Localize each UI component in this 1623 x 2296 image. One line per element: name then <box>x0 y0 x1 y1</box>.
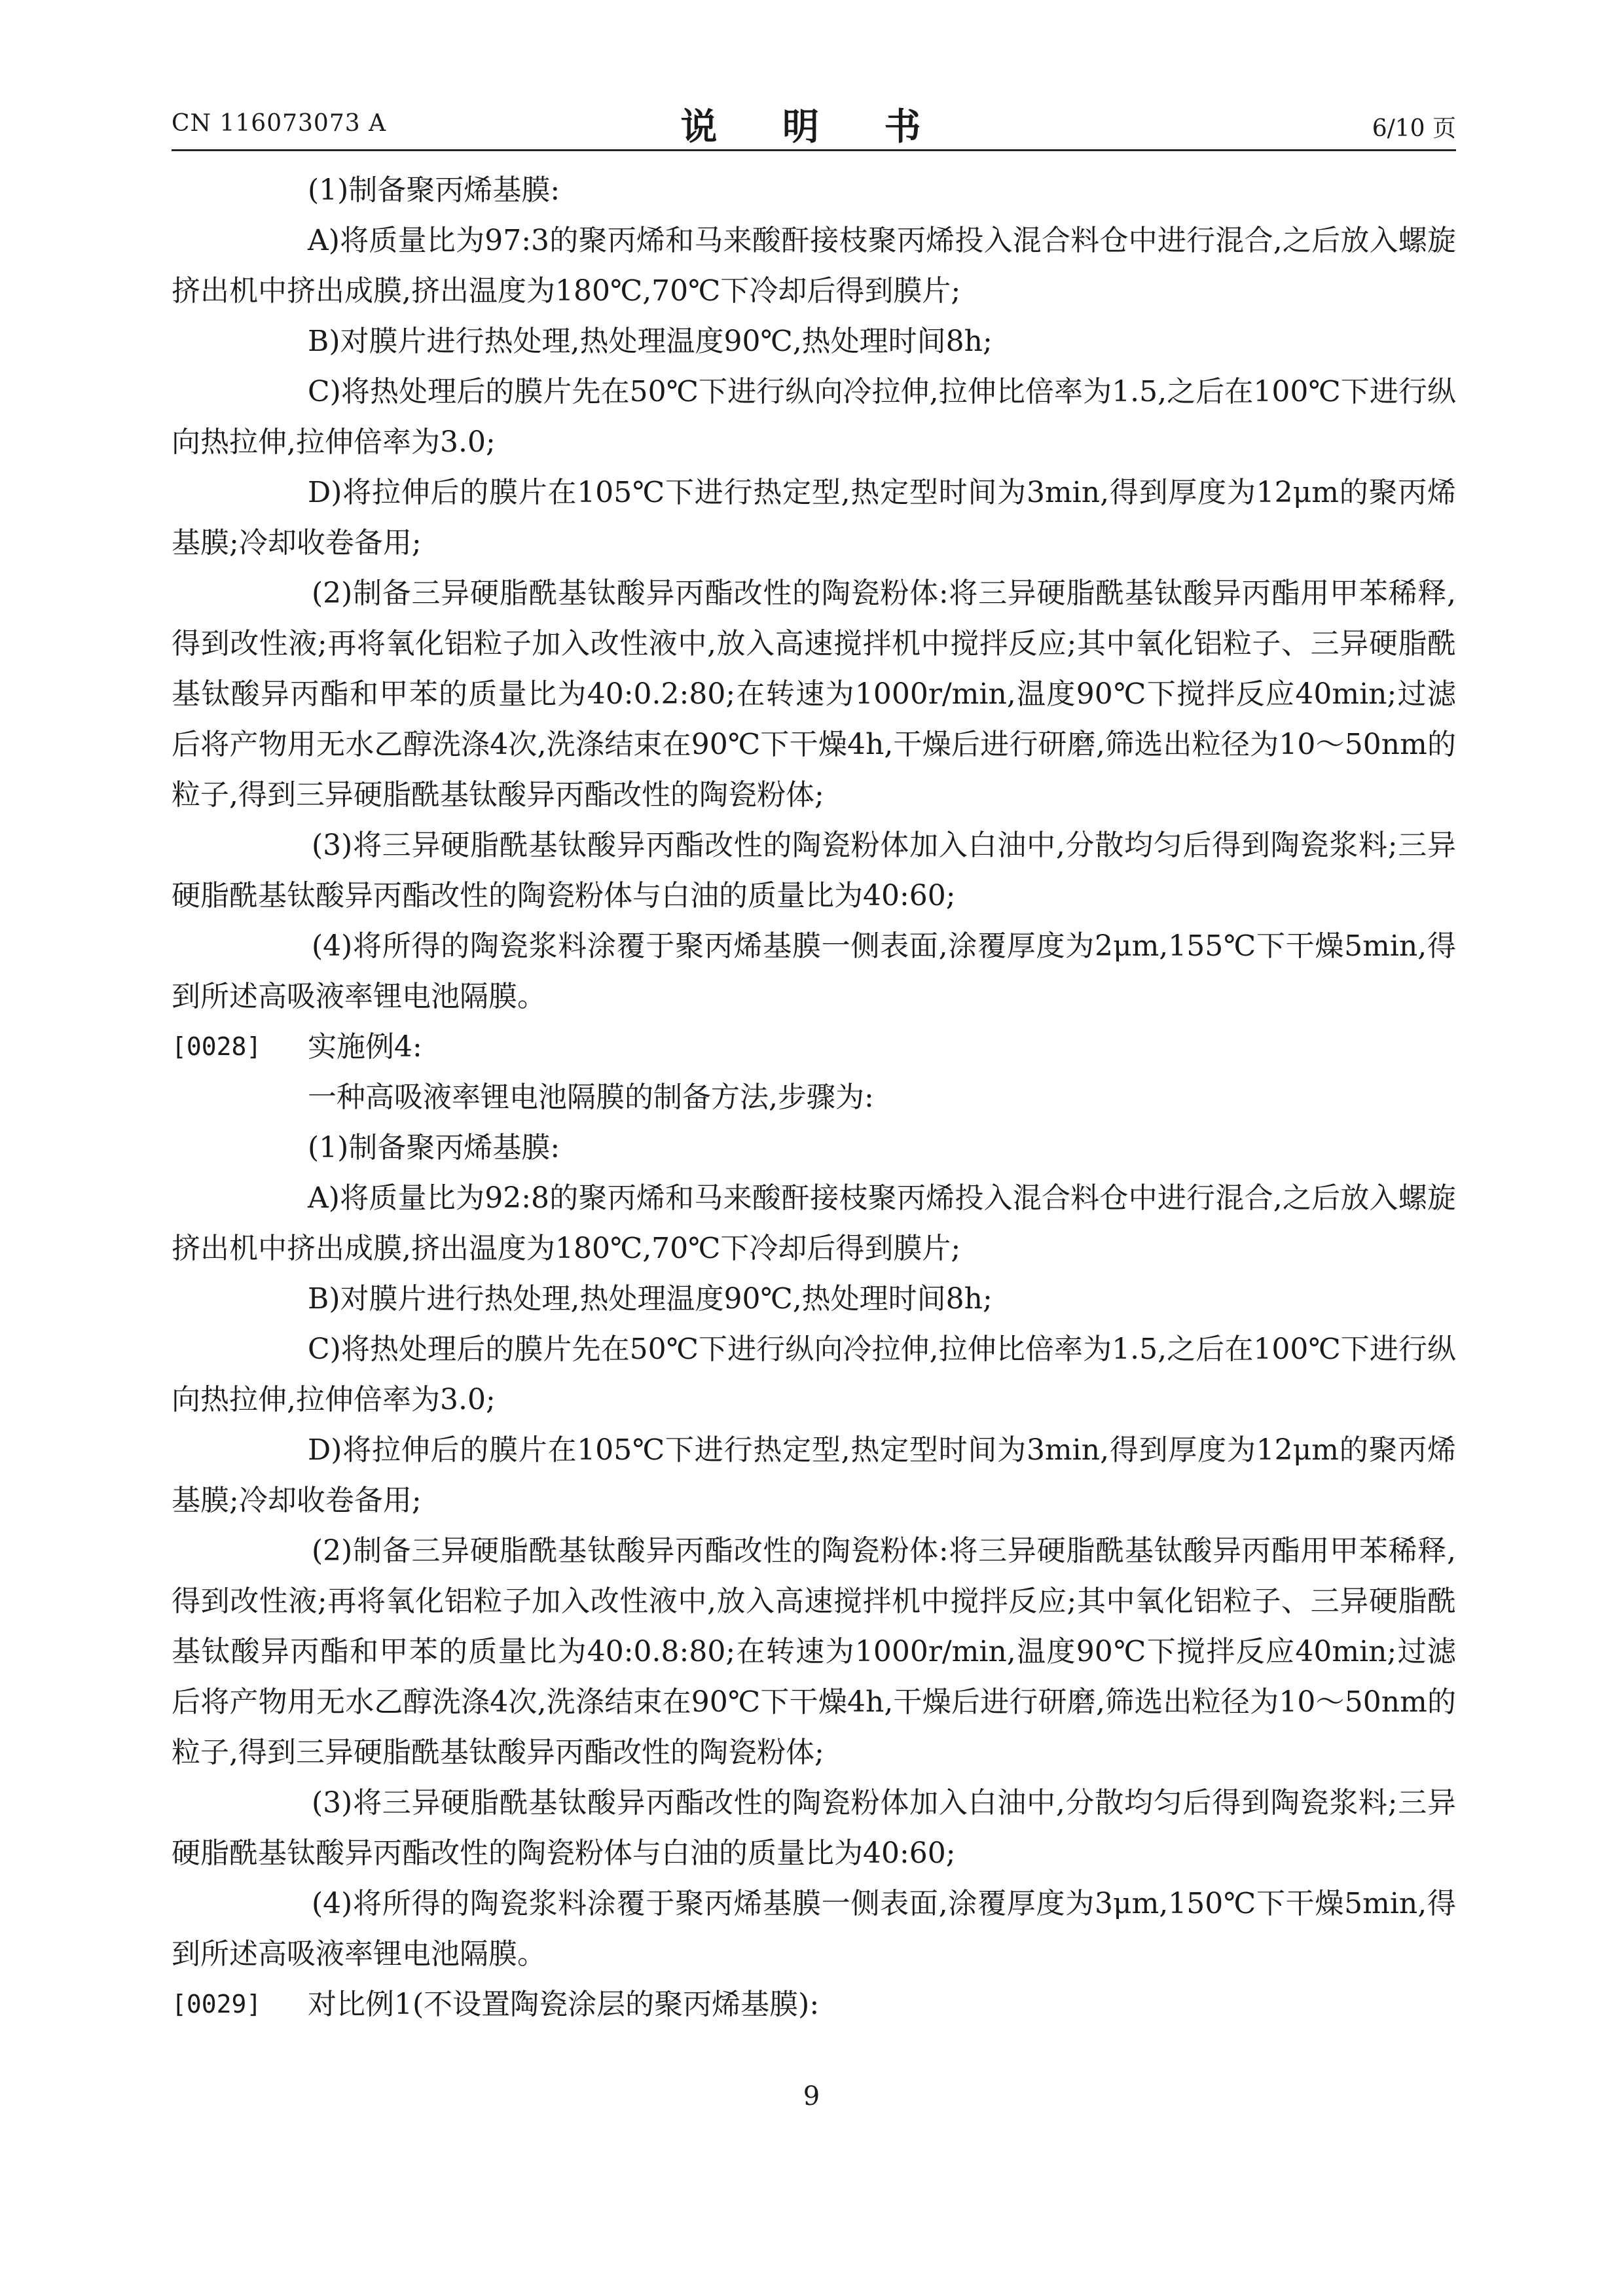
step-paragraph: A)将质量比为92:8的聚丙烯和马来酸酐接枝聚丙烯投入混合料仓中进行混合,之后放入螺旋挤出机中挤出成膜,挤出温度为180℃,70℃下冷却后得到膜片; <box>172 1181 1456 1265</box>
page-header <box>172 98 1456 151</box>
example-title: 实施例4: <box>308 1030 422 1064</box>
step-paragraph: B)对膜片进行热处理,热处理温度90℃,热处理时间8h; <box>308 325 993 358</box>
step-paragraph: (2)制备三异硬脂酰基钛酸异丙酯改性的陶瓷粉体:将三异硬脂酰基钛酸异丙酯用甲苯稀释,得到改性液;再将氧化铝粒子加入改性液中,放入高速搅拌机中搅拌反应;其中氧化铝粒子、三异硬脂酰基钛酸异丙酯和甲苯的质量比为40:0.8:80;在转速为1000r/min,温度90℃下搅拌反应40min;过滤后将产物用无水乙醇洗涤4次,洗涤结束在90℃下干燥4h,干燥后进行研磨,筛选出粒径为10～50nm的粒子,得到三异硬脂酰基钛酸异丙酯改性的陶瓷粉体; <box>172 1534 1456 1769</box>
document-number: CN 116073073 A <box>172 110 387 137</box>
comparison-title: 对比例1(不设置陶瓷涂层的聚丙烯基膜): <box>308 1988 820 2021</box>
paragraph-number: [0029] <box>172 1990 262 2018</box>
step-paragraph: D)将拉伸后的膜片在105℃下进行热定型,热定型时间为3min,得到厚度为12μm的聚丙烯基膜;冷却收卷备用; <box>172 476 1456 560</box>
step-paragraph: B)对膜片进行热处理,热处理温度90℃,热处理时间8h; <box>308 1282 993 1316</box>
step-paragraph: C)将热处理后的膜片先在50℃下进行纵向冷拉伸,拉伸比倍率为1.5,之后在100℃下进行纵向热拉伸,拉伸倍率为3.0; <box>172 1333 1456 1416</box>
step-paragraph: (4)将所得的陶瓷浆料涂覆于聚丙烯基膜一侧表面,涂覆厚度为3μm,150℃下干燥5min,得到所述高吸液率锂电池隔膜。 <box>172 1887 1456 1971</box>
document-title: 说 明 书 <box>680 105 947 149</box>
paragraph-0028 <box>172 1022 1456 1072</box>
paragraph-number: [0028] <box>172 1032 262 1061</box>
step-heading: (1)制备聚丙烯基膜: <box>308 1131 560 1164</box>
step-paragraph: (2)制备三异硬脂酰基钛酸异丙酯改性的陶瓷粉体:将三异硬脂酰基钛酸异丙酯用甲苯稀释,得到改性液;再将氧化铝粒子加入改性液中,放入高速搅拌机中搅拌反应;其中氧化铝粒子、三异硬脂酰基钛酸异丙酯和甲苯的质量比为40:0.2:80;在转速为1000r/min,温度90℃下搅拌反应40min;过滤后将产物用无水乙醇洗涤4次,洗涤结束在90℃下干燥4h,干燥后进行研磨,筛选出粒径为10～50nm的粒子,得到三异硬脂酰基钛酸异丙酯改性的陶瓷粉体; <box>172 577 1456 812</box>
step-heading: (1)制备聚丙烯基膜: <box>308 173 560 207</box>
step-paragraph: (3)将三异硬脂酰基钛酸异丙酯改性的陶瓷粉体加入白油中,分散均匀后得到陶瓷浆料;三异硬脂酰基钛酸异丙酯改性的陶瓷粉体与白油的质量比为40:60; <box>172 1786 1456 1870</box>
document-body <box>172 165 1456 2030</box>
paragraph-0029 <box>172 1979 1456 2030</box>
step-paragraph: C)将热处理后的膜片先在50℃下进行纵向冷拉伸,拉伸比倍率为1.5,之后在100℃下进行纵向热拉伸,拉伸倍率为3.0; <box>172 375 1456 459</box>
step-paragraph: (3)将三异硬脂酰基钛酸异丙酯改性的陶瓷粉体加入白油中,分散均匀后得到陶瓷浆料;三异硬脂酰基钛酸异丙酯改性的陶瓷粉体与白油的质量比为40:60; <box>172 829 1456 912</box>
step-paragraph: A)将质量比为97:3的聚丙烯和马来酸酐接枝聚丙烯投入混合料仓中进行混合,之后放入螺旋挤出机中挤出成膜,挤出温度为180℃,70℃下冷却后得到膜片; <box>172 224 1456 308</box>
header-rule <box>172 149 1456 151</box>
step-paragraph: 一种高吸液率锂电池隔膜的制备方法,步骤为: <box>308 1081 874 1114</box>
page-indicator: 6/10 页 <box>1372 115 1456 142</box>
page-number: 9 <box>803 2081 820 2111</box>
step-paragraph: D)将拉伸后的膜片在105℃下进行热定型,热定型时间为3min,得到厚度为12μm的聚丙烯基膜;冷却收卷备用; <box>172 1433 1456 1517</box>
step-paragraph: (4)将所得的陶瓷浆料涂覆于聚丙烯基膜一侧表面,涂覆厚度为2μm,155℃下干燥5min,得到所述高吸液率锂电池隔膜。 <box>172 929 1456 1013</box>
